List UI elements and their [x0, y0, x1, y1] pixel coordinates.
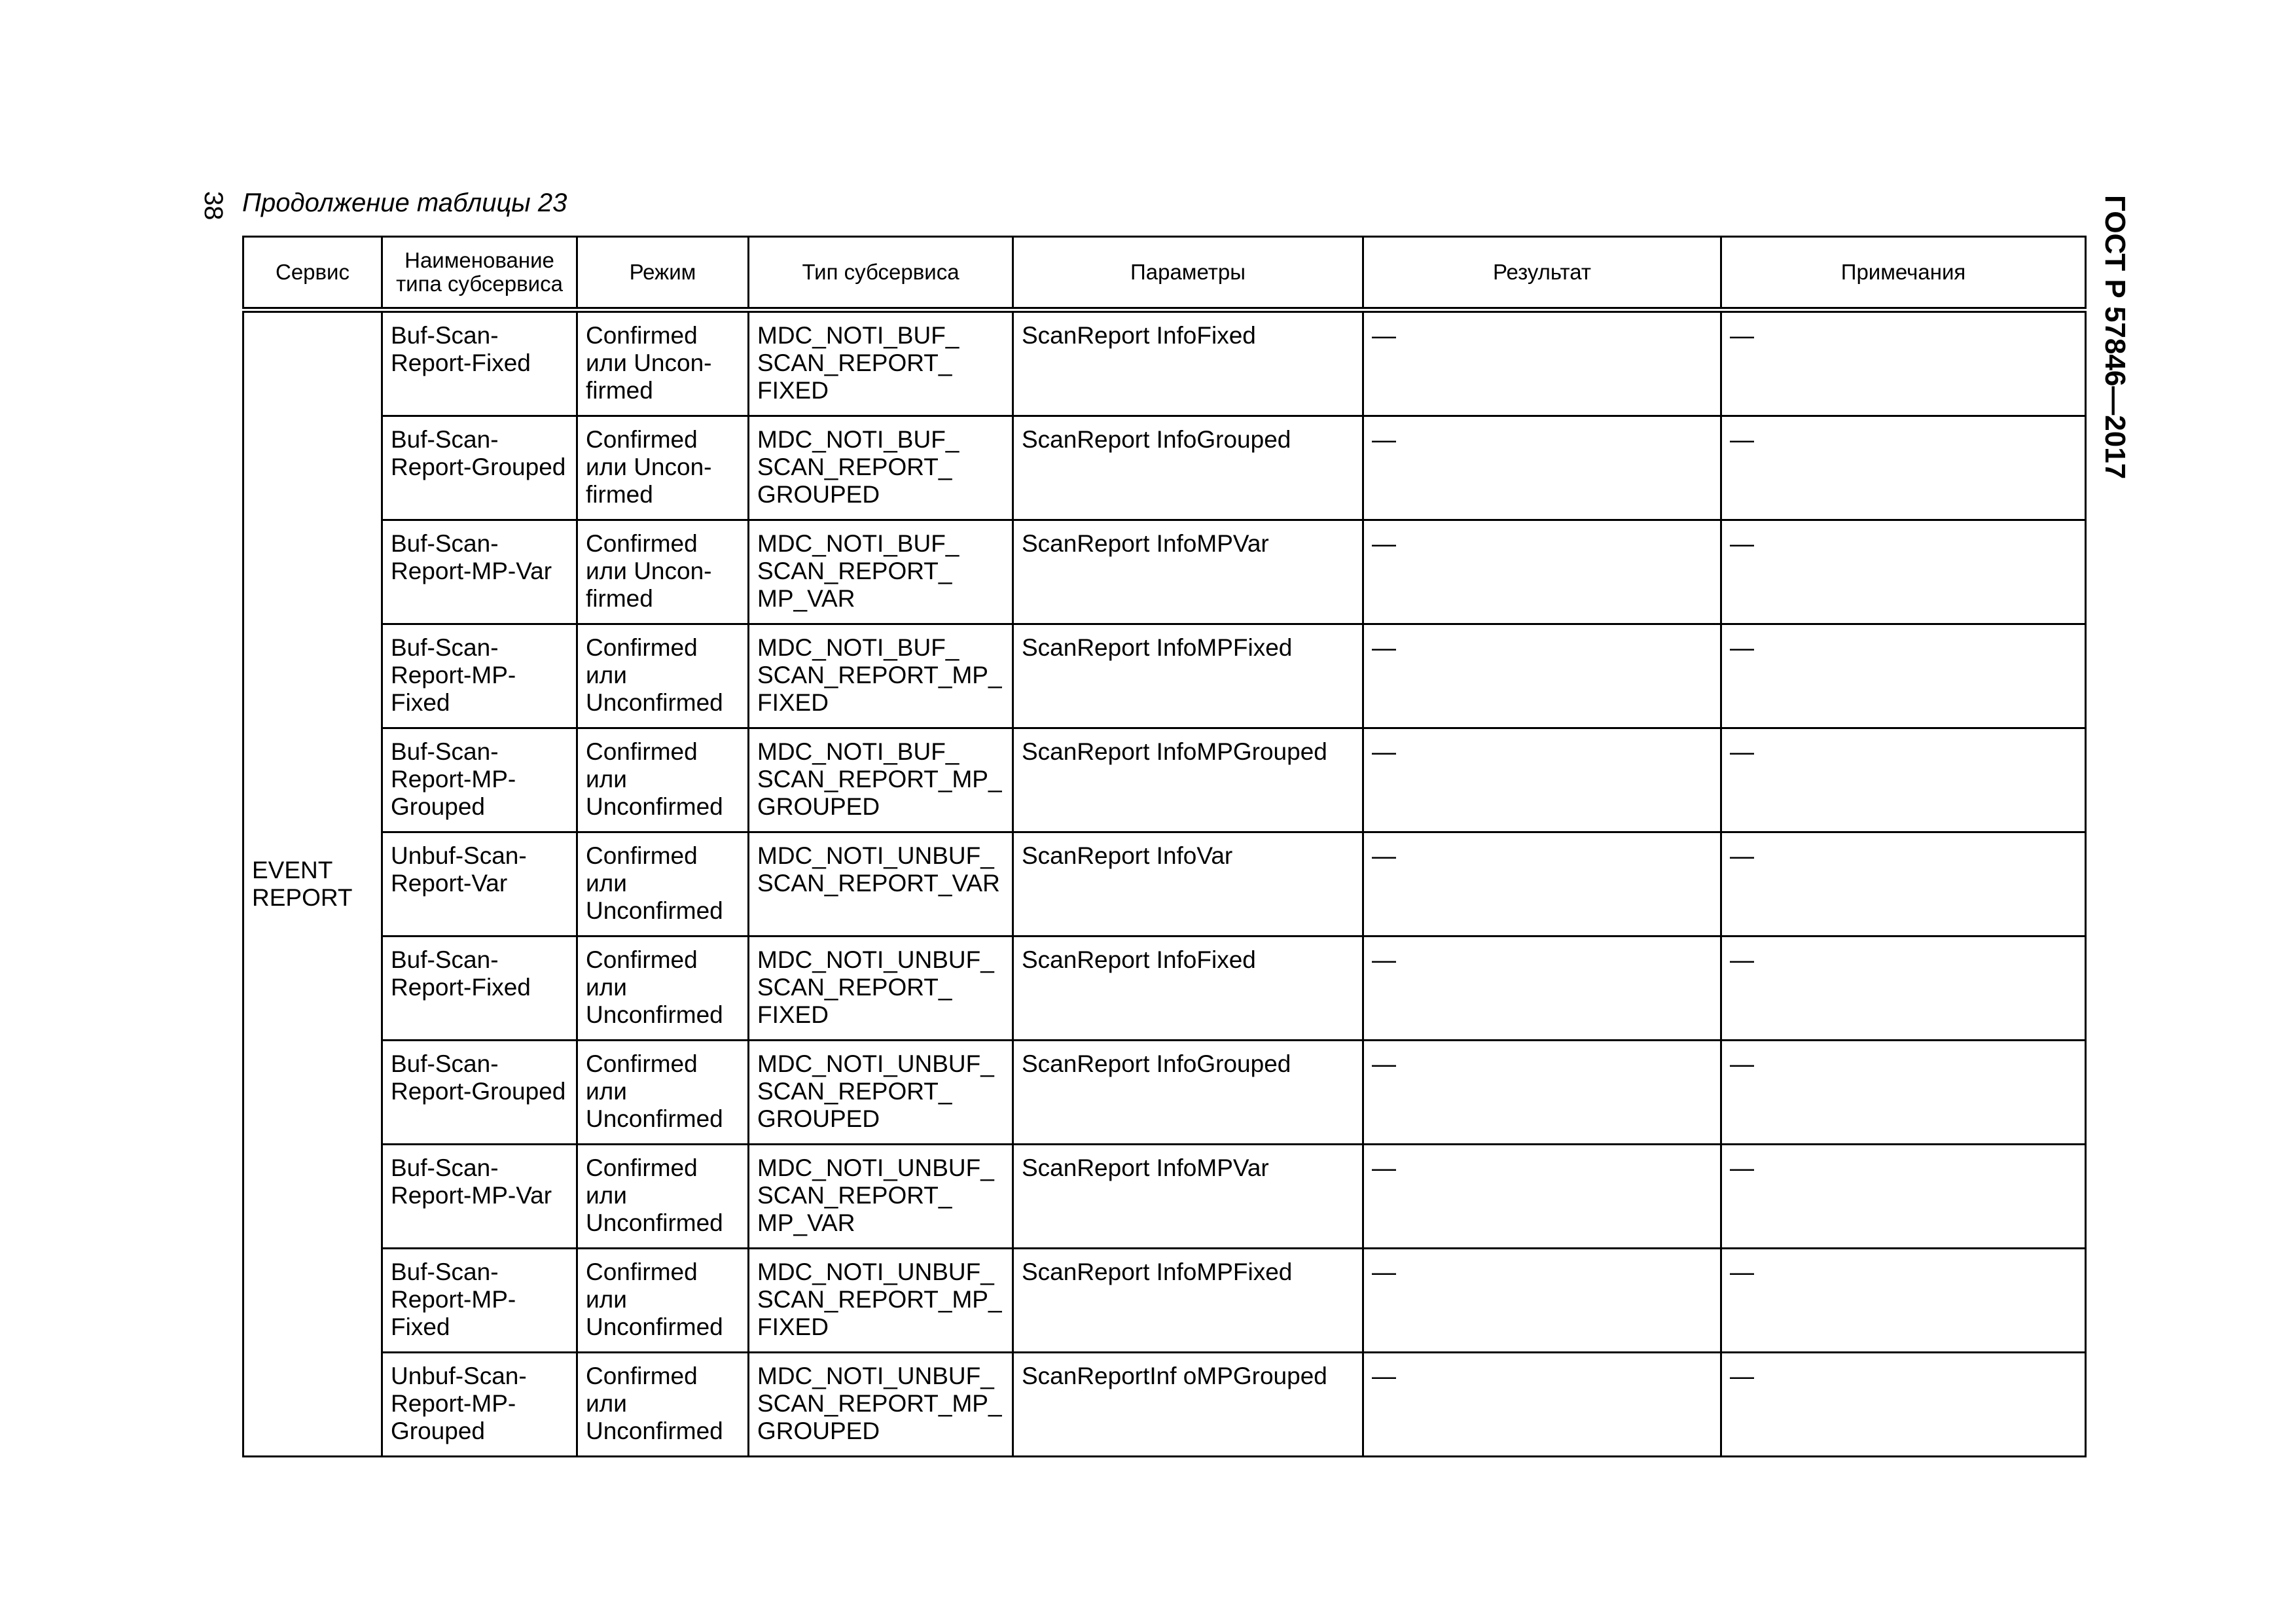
cell-parameters	[1013, 624, 1363, 728]
subservice-type-text: MDC_NOTI_BUF_ SCAN_REPORT_MP_ FIXED	[757, 634, 1002, 716]
parameters-text: ScanReport InfoFixed	[1022, 322, 1256, 349]
cell-subservice-name	[382, 520, 577, 624]
header-result: Результат	[1363, 237, 1721, 310]
header-parameters: Параметры	[1013, 237, 1363, 310]
mode-text: Confirmed или Uncon-firmed	[586, 322, 712, 404]
cell-mode	[577, 1353, 749, 1457]
table-row	[243, 1353, 2086, 1457]
notes-text: —	[1730, 946, 1754, 973]
header-mode: Режим	[577, 237, 749, 310]
parameters-text: ScanReport InfoMPFixed	[1022, 1258, 1293, 1285]
result-text: —	[1372, 322, 1396, 349]
cell-mode	[577, 310, 749, 416]
cell-subservice-name	[382, 832, 577, 936]
cell-service	[243, 310, 382, 1457]
page-number: 38	[199, 191, 228, 221]
notes-text: —	[1730, 738, 1754, 765]
cell-result	[1363, 1249, 1721, 1353]
subservice-name-text: Buf-Scan-Report-Grouped	[391, 426, 566, 480]
cell-notes	[1721, 520, 2086, 624]
cell-mode	[577, 416, 749, 520]
cell-parameters	[1013, 1145, 1363, 1249]
cell-notes	[1721, 1249, 2086, 1353]
cell-subservice-name	[382, 624, 577, 728]
cell-parameters	[1013, 310, 1363, 416]
subservice-type-text: MDC_NOTI_UNBUF_ SCAN_REPORT_ GROUPED	[757, 1050, 994, 1132]
cell-mode	[577, 832, 749, 936]
cell-notes	[1721, 936, 2086, 1041]
cell-notes	[1721, 728, 2086, 832]
notes-text: —	[1730, 842, 1754, 869]
cell-subservice-name	[382, 416, 577, 520]
table-header-row	[243, 237, 2086, 310]
cell-mode	[577, 936, 749, 1041]
cell-subservice-name	[382, 1041, 577, 1145]
header-notes: Примечания	[1721, 237, 2086, 310]
cell-parameters	[1013, 416, 1363, 520]
subservice-type-text: MDC_NOTI_UNBUF_ SCAN_REPORT_MP_ FIXED	[757, 1258, 1002, 1340]
table-row	[243, 728, 2086, 832]
cell-subservice-name	[382, 310, 577, 416]
subservice-name-text: Buf-Scan-Report-Fixed	[391, 322, 531, 376]
cell-result	[1363, 416, 1721, 520]
document-code: ГОСТ Р 57846—2017	[2099, 195, 2131, 480]
table-row	[243, 936, 2086, 1041]
parameters-text: ScanReport InfoMPFixed	[1022, 634, 1293, 661]
mode-text: Confirmed или Unconfirmed	[586, 634, 723, 716]
table-row	[243, 1041, 2086, 1145]
subservice-type-text: MDC_NOTI_UNBUF_ SCAN_REPORT_ FIXED	[757, 946, 994, 1028]
notes-text: —	[1730, 1050, 1754, 1077]
cell-parameters	[1013, 1249, 1363, 1353]
header-subservice-type: Тип субсервиса	[749, 237, 1013, 310]
cell-result	[1363, 1145, 1721, 1249]
cell-result	[1363, 1041, 1721, 1145]
cell-result	[1363, 310, 1721, 416]
parameters-text: ScanReport InfoGrouped	[1022, 1050, 1291, 1077]
cell-notes	[1721, 624, 2086, 728]
mode-text: Confirmed или Unconfirmed	[586, 738, 723, 820]
result-text: —	[1372, 426, 1396, 453]
subservice-name-text: Unbuf-Scan-Report-MP-Grouped	[391, 1363, 527, 1444]
cell-notes	[1721, 1041, 2086, 1145]
subservice-name-text: Buf-Scan-Report-Fixed	[391, 946, 531, 1001]
parameters-text: ScanReport InfoVar	[1022, 842, 1233, 869]
cell-subservice-type	[749, 936, 1013, 1041]
cell-subservice-type	[749, 1249, 1013, 1353]
cell-mode	[577, 728, 749, 832]
cell-mode	[577, 1249, 749, 1353]
subservice-type-text: MDC_NOTI_BUF_ SCAN_REPORT_MP_ GROUPED	[757, 738, 1002, 820]
cell-notes	[1721, 1353, 2086, 1457]
cell-parameters	[1013, 520, 1363, 624]
subservice-type-text: MDC_NOTI_BUF_ SCAN_REPORT_ FIXED	[757, 322, 960, 404]
cell-subservice-type	[749, 1353, 1013, 1457]
cell-subservice-type	[749, 416, 1013, 520]
cell-notes	[1721, 1145, 2086, 1249]
notes-text: —	[1730, 426, 1754, 453]
table-row	[243, 520, 2086, 624]
subservice-type-text: MDC_NOTI_UNBUF_ SCAN_REPORT_MP_ GROUPED	[757, 1363, 1002, 1444]
cell-subservice-type	[749, 310, 1013, 416]
notes-text: —	[1730, 1154, 1754, 1181]
mode-text: Confirmed или Unconfirmed	[586, 1258, 723, 1340]
subservice-type-text: MDC_NOTI_UNBUF_ SCAN_REPORT_ MP_VAR	[757, 1154, 994, 1236]
cell-notes	[1721, 310, 2086, 416]
cell-result	[1363, 728, 1721, 832]
cell-subservice-type	[749, 520, 1013, 624]
result-text: —	[1372, 1050, 1396, 1077]
result-text: —	[1372, 946, 1396, 973]
cell-parameters	[1013, 728, 1363, 832]
cell-mode	[577, 1145, 749, 1249]
cell-subservice-name	[382, 1249, 577, 1353]
cell-notes	[1721, 832, 2086, 936]
cell-subservice-name	[382, 1145, 577, 1249]
notes-text: —	[1730, 1258, 1754, 1285]
table-row	[243, 310, 2086, 416]
parameters-text: ScanReport InfoMPVar	[1022, 530, 1269, 557]
subservice-name-text: Buf-Scan-Report-MP-Var	[391, 1154, 552, 1209]
mode-text: Confirmed или Uncon-firmed	[586, 426, 712, 508]
cell-mode	[577, 520, 749, 624]
cell-subservice-name	[382, 728, 577, 832]
cell-parameters	[1013, 1041, 1363, 1145]
cell-subservice-type	[749, 624, 1013, 728]
mode-text: Confirmed или Uncon-firmed	[586, 530, 712, 612]
mode-text: Confirmed или Unconfirmed	[586, 1363, 723, 1444]
cell-subservice-type	[749, 728, 1013, 832]
table-row	[243, 416, 2086, 520]
subservice-name-text: Buf-Scan-Report-Grouped	[391, 1050, 566, 1105]
result-text: —	[1372, 1258, 1396, 1285]
cell-result	[1363, 624, 1721, 728]
parameters-text: ScanReport InfoMPVar	[1022, 1154, 1269, 1181]
subservice-name-text: Buf-Scan-Report-MP-Fixed	[391, 1258, 516, 1340]
table-row	[243, 624, 2086, 728]
cell-subservice-type	[749, 832, 1013, 936]
cell-mode	[577, 1041, 749, 1145]
cell-result	[1363, 936, 1721, 1041]
mode-text: Confirmed или Unconfirmed	[586, 946, 723, 1028]
mode-text: Confirmed или Unconfirmed	[586, 842, 723, 924]
table-caption: Продолжение таблицы 23	[242, 188, 567, 217]
parameters-text: ScanReport InfoFixed	[1022, 946, 1256, 973]
cell-notes	[1721, 416, 2086, 520]
parameters-text: ScanReport InfoMPGrouped	[1022, 738, 1327, 765]
notes-text: —	[1730, 634, 1754, 661]
subservice-type-text: MDC_NOTI_BUF_ SCAN_REPORT_ GROUPED	[757, 426, 960, 508]
data-table	[242, 236, 2087, 1457]
result-text: —	[1372, 1154, 1396, 1181]
cell-subservice-name	[382, 1353, 577, 1457]
notes-text: —	[1730, 322, 1754, 349]
notes-text: —	[1730, 530, 1754, 557]
result-text: —	[1372, 738, 1396, 765]
mode-text: Confirmed или Unconfirmed	[586, 1154, 723, 1236]
subservice-name-text: Buf-Scan-Report-MP-Var	[391, 530, 552, 584]
subservice-name-text: Unbuf-Scan-Report-Var	[391, 842, 527, 897]
cell-subservice-type	[749, 1041, 1013, 1145]
service-label: EVENT REPORT	[252, 857, 353, 911]
subservice-name-text: Buf-Scan-Report-MP-Grouped	[391, 738, 516, 820]
result-text: —	[1372, 530, 1396, 557]
subservice-type-text: MDC_NOTI_UNBUF_ SCAN_REPORT_VAR	[757, 842, 1000, 897]
cell-result	[1363, 832, 1721, 936]
cell-mode	[577, 624, 749, 728]
cell-parameters	[1013, 1353, 1363, 1457]
cell-result	[1363, 520, 1721, 624]
table-row	[243, 1249, 2086, 1353]
result-text: —	[1372, 842, 1396, 869]
mode-text: Confirmed или Unconfirmed	[586, 1050, 723, 1132]
parameters-text: ScanReport InfoGrouped	[1022, 426, 1291, 453]
table-row	[243, 832, 2086, 936]
header-service: Сервис	[243, 237, 382, 310]
header-subservice-name: Наименование типа субсервиса	[382, 237, 577, 310]
cell-parameters	[1013, 832, 1363, 936]
table-body	[243, 310, 2086, 1457]
cell-subservice-name	[382, 936, 577, 1041]
result-text: —	[1372, 1363, 1396, 1389]
table-row	[243, 1145, 2086, 1249]
notes-text: —	[1730, 1363, 1754, 1389]
cell-parameters	[1013, 936, 1363, 1041]
subservice-name-text: Buf-Scan-Report-MP-Fixed	[391, 634, 516, 716]
cell-subservice-type	[749, 1145, 1013, 1249]
subservice-type-text: MDC_NOTI_BUF_ SCAN_REPORT_ MP_VAR	[757, 530, 960, 612]
result-text: —	[1372, 634, 1396, 661]
cell-result	[1363, 1353, 1721, 1457]
parameters-text: ScanReportInf oMPGrouped	[1022, 1363, 1327, 1389]
